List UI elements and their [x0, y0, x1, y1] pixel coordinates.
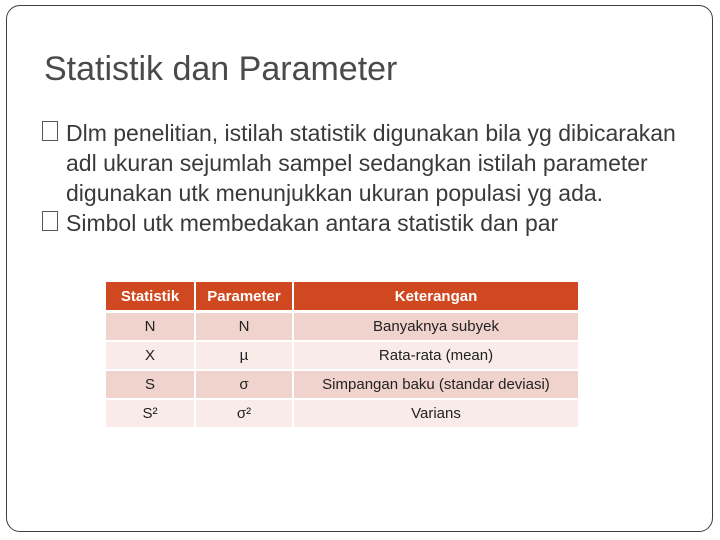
header-parameter: Parameter — [196, 282, 294, 313]
bullet-item — [42, 208, 692, 238]
table-row — [106, 313, 580, 342]
table-header-row — [106, 282, 580, 313]
bullet-glyph-icon — [42, 211, 58, 231]
bullet-text: Dlm penelitian, istilah statistik digunakan bila yg dibicarakan adl ukuran sejumlah sampel sedangkan istilah parameter digunakan utk menunjukkan ukuran populasi yg ada. — [66, 120, 676, 206]
cell-parameter: N — [196, 313, 294, 342]
table-row — [106, 342, 580, 371]
bullet-item — [42, 118, 692, 208]
table-row — [106, 400, 580, 429]
header-keterangan: Keterangan — [294, 282, 580, 313]
table-row — [106, 371, 580, 400]
cell-keterangan: Simpangan baku (standar deviasi) — [294, 371, 580, 400]
header-statistik: Statistik — [106, 282, 196, 313]
cell-parameter: σ — [196, 371, 294, 400]
cell-parameter: µ — [196, 342, 294, 371]
bullet-list — [42, 118, 692, 238]
cell-parameter: σ² — [196, 400, 294, 429]
cell-keterangan: Rata-rata (mean) — [294, 342, 580, 371]
symbol-table — [106, 282, 580, 429]
cell-keterangan: Banyaknya subyek — [294, 313, 580, 342]
slide-title: Statistik dan Parameter — [44, 50, 398, 88]
bullet-text: Simbol utk membedakan antara statistik dan par — [66, 210, 559, 236]
cell-statistik: X — [106, 342, 196, 371]
cell-statistik: S² — [106, 400, 196, 429]
cell-statistik: N — [106, 313, 196, 342]
bullet-glyph-icon — [42, 121, 58, 141]
cell-keterangan: Varians — [294, 400, 580, 429]
cell-statistik: S — [106, 371, 196, 400]
